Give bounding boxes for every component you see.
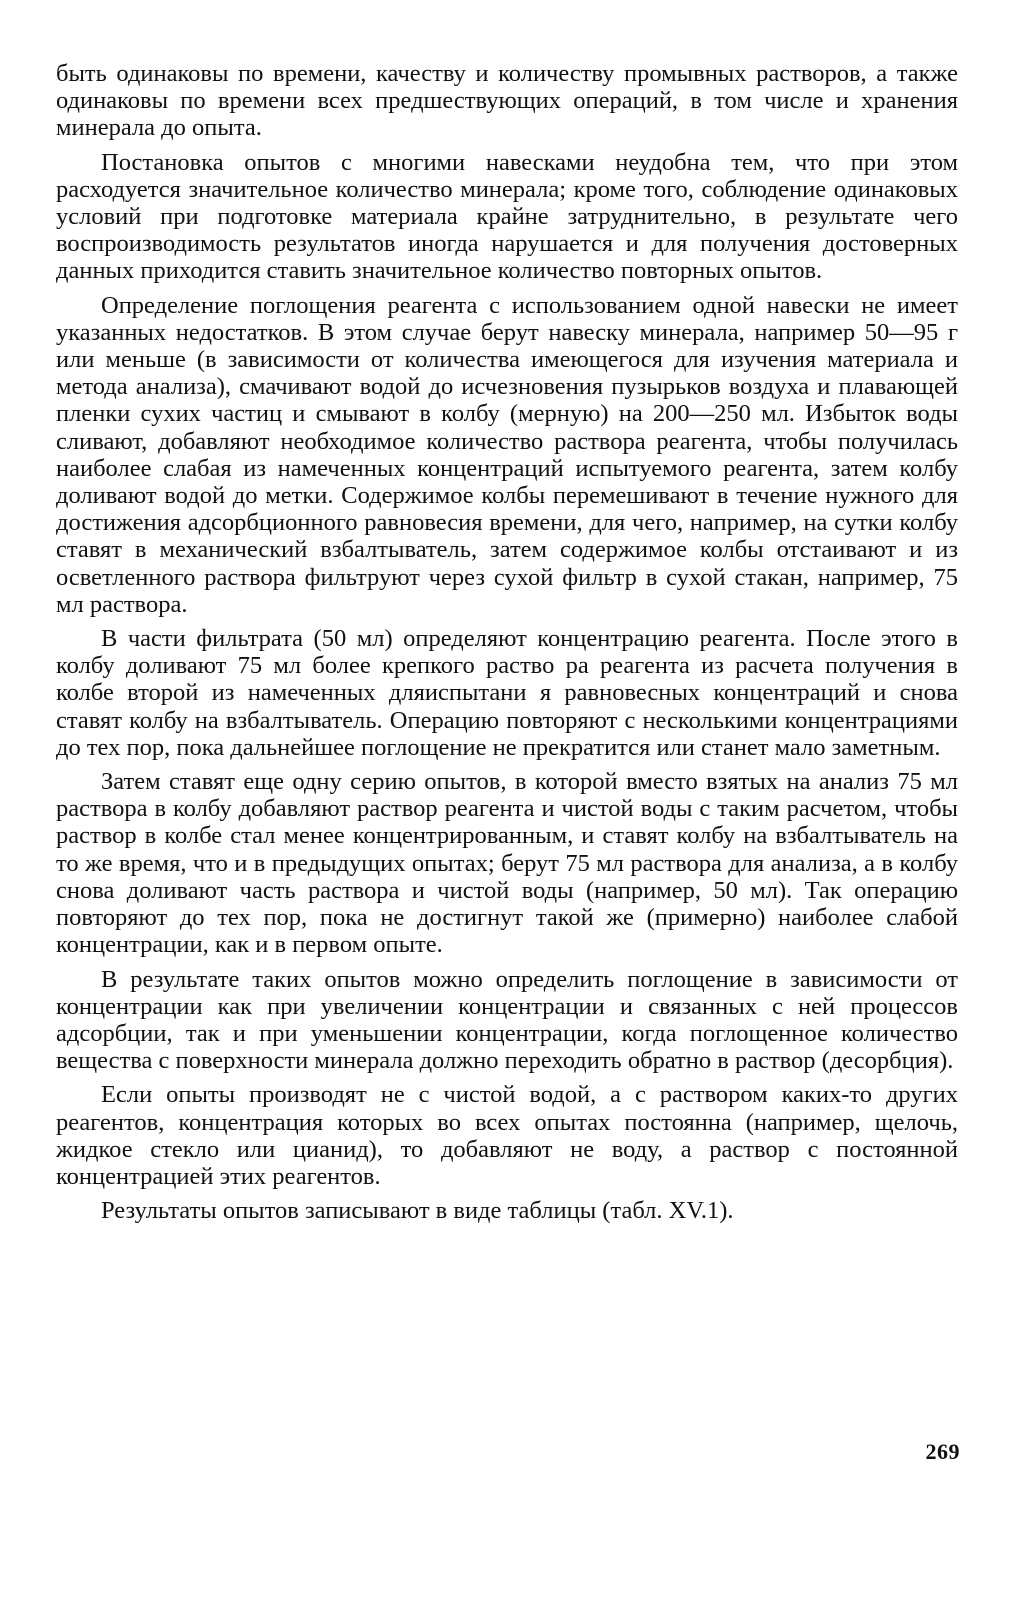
page-body	[56, 60, 958, 1231]
paragraph-8: Результаты опытов записывают в виде таблицы (табл. XV.1).	[101, 1197, 734, 1225]
paragraph-6: В результате таких опытов можно определить поглощение в зависимости от концентрации как при увеличении концентрации и связанных с ней процессов адсорбции, так и при уменьшении концентрации, когда поглощенное количество вещества с поверхности минерала должно переходить обратно в раствор (десорбция).	[56, 965, 958, 1075]
paragraph-2: Постановка опытов с многими навесками неудобна тем, что при этом расходуется значительное количество минерала; кроме того, соблюдение одинаковых условий при подготовке материала крайне затруднительно, в результате чего воспроизводимость результатов иногда нарушается и для получения достоверных данных приходится ставить значительное количество повторных опытов.	[56, 148, 958, 285]
paragraph-7: Если опыты производят не с чистой водой, а с раствором каких-то других реагентов, концентрация которых во всех опытах постоянна (например, щелочь, жидкое стекло или цианид), то добавляют не воду, а раствор с постоянной концентрацией этих реагентов.	[56, 1081, 958, 1190]
paragraph-3: Определение поглощения реагента с использованием одной навески не имеет указанных недостатков. В этом случае берут навеску минерала, например 50—95 г или меньше (в зависимости от количества имеющегося для изучения материала и метода анализа), смачивают водой до исчезновения пузырьков воздуха и плавающей пленки сухих частиц и смывают в колбу (мерную) на 200—250 мл. Избыток воды сливают, добавляют необходимое количество раствора реагента, чтобы получилась наиболее слабая из намеченных концентраций испытуемого реагента, затем колбу доливают водой до метки. Содержимое колбы перемешивают в течение нужного для достижения адсорбционного равновесия времени, для чего, например, на сутки колбу ставят в механический взбалтыватель, затем содержимое колбы отстаивают и из осветленного раствора фильтруют через сухой фильтр в сухой стакан, например, 75 мл раствора.	[56, 291, 958, 618]
paragraph-1: быть одинаковы по времени, качеству и количеству промывных растворов, а также одинаковы по времени всех предшествующих операций, в том числе и хранения минерала до опыта.	[56, 60, 958, 142]
page-number: 269	[925, 1439, 960, 1464]
paragraph-4: В части фильтрата (50 мл) определяют концентрацию реагента. После этого в колбу доливают 75 мл более крепкого раство ра реагента из расчета получения в колбе второй из намеченных дляиспытани я равновесных концентраций и снова ставят колбу на взбалтыватель. Операцию повторяют с несколькими концентрациями до тех пор, пока дальнейшее поглощение не прекратится или станет мало заметным.	[56, 625, 958, 761]
paragraph-5: Затем ставят еще одну серию опытов, в которой вместо взятых на анализ 75 мл раствора в колбу добавляют раствор реагента и чистой воды с таким расчетом, чтобы раствор в колбе стал менее концентрированным, и ставят колбу на взбалтыватель на то же время, что и в предыдущих опытах; берут 75 мл раствора для анализа, а в колбу снова доливают часть раствора и чистой воды (например, 50 мл). Так операцию повторяют до тех пор, пока не достигнут такой же (примерно) наиболее слабой концентрации, как и в первом опыте.	[56, 768, 958, 959]
